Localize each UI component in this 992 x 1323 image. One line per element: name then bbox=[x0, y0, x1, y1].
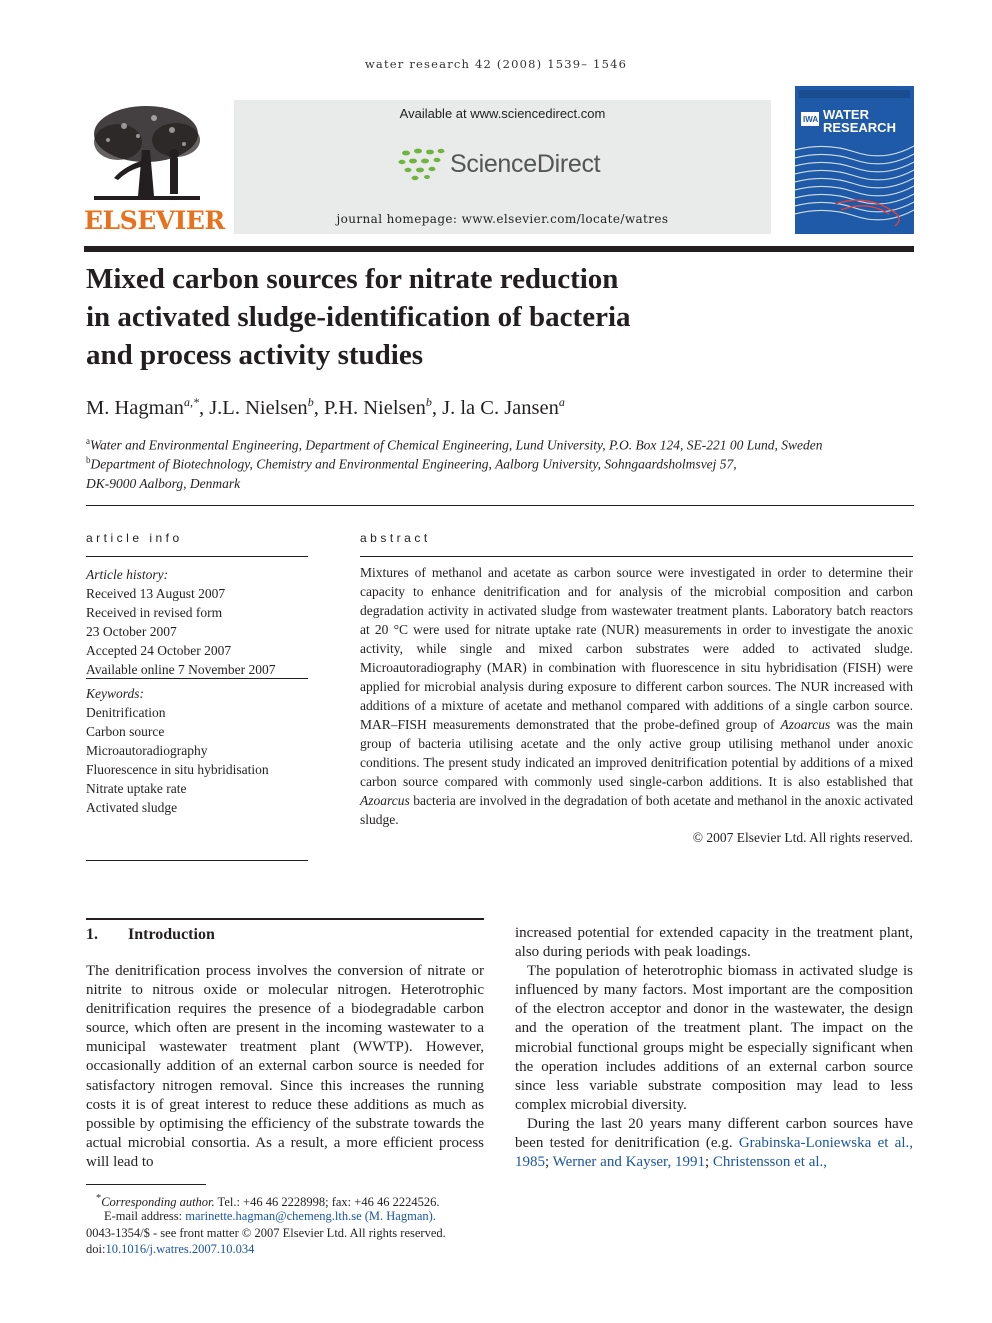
article-info-rule bbox=[86, 556, 308, 557]
running-header: water research 42 (2008) 1539– 1546 bbox=[364, 57, 628, 71]
paragraph: increased potential for extended capacity in the treatment plant, also during periods with peak loadings. bbox=[515, 925, 913, 961]
author[interactable]: M. Hagman bbox=[86, 396, 184, 419]
journal-homepage[interactable]: journal homepage: www.elsevier.com/locate/watres bbox=[336, 212, 669, 226]
doi-link[interactable]: 10.1016/j.watres.2007.10.034 bbox=[105, 1242, 255, 1256]
intro-left-column bbox=[86, 962, 484, 1172]
copyright: © 2007 Elsevier Ltd. All rights reserved. bbox=[692, 830, 913, 845]
iwa-badge: IWA bbox=[803, 115, 819, 124]
available-at-text: Available at www.sciencedirect.com bbox=[399, 106, 606, 121]
doi-line: doi:10.1016/j.watres.2007.10.034 bbox=[86, 1242, 255, 1256]
abstract-rule bbox=[360, 556, 913, 557]
citation-link[interactable]: Christensson et al., bbox=[712, 1154, 828, 1171]
corresponding-author-note: *Corresponding author. Tel.: +46 46 2228998; fax: +46 46 2224526. bbox=[96, 1193, 440, 1210]
author[interactable]: P.H. Nielsen bbox=[323, 396, 426, 419]
email-link[interactable]: marinette.hagman@chemeng.lth.se (M. Hagman). bbox=[185, 1209, 436, 1223]
citation-link[interactable]: Werner and Kayser, 1991 bbox=[552, 1154, 705, 1171]
article-history: Article history: Received 13 August 2007 Received in revised form 23 October 2007 Accepted 24 October 2007 Available online 7 November 2007 bbox=[86, 567, 276, 677]
keywords-rule bbox=[86, 860, 308, 861]
keyword: Fluorescence in situ hybridisation bbox=[86, 762, 269, 777]
keyword: Activated sludge bbox=[86, 800, 178, 815]
section-heading: 1. Introduction bbox=[86, 926, 215, 943]
citation-link[interactable]: Grabinska-Loniewska et al., 1985 bbox=[515, 1135, 913, 1171]
elsevier-logo bbox=[84, 100, 225, 235]
issn-line: 0043-1354/$ - see front matter © 2007 Elsevier Ltd. All rights reserved. bbox=[86, 1226, 446, 1240]
keyword: Denitrification bbox=[86, 705, 166, 720]
sciencedirect-banner bbox=[234, 100, 771, 234]
intro-right-column bbox=[515, 924, 913, 1172]
paragraph: The denitrification process involves the conversion of nitrate or nitrite to nitrous oxide or molecular nitrogen. Heterotrophic denitrification requires the presence of a biodegradable carbon source, which often are present in the incoming wastewater to a municipal wastewater treatment plant (WWTP). However, occasionally addition of an external carbon source is needed for satisfactory nitrogen removal. Since this increases the running costs it is of great interest to reduce these additions as much as possible by optimising the efficiency of the substrate towards the actual microbial consortia. As a result, a more efficient process will lead to bbox=[86, 963, 484, 1170]
paragraph: The population of heterotrophic biomass in activated sludge is influenced by many factors. Most important are the composition of the electron acceptor and donor in the wastewater, the design and the operation of the treatment plant. The impact on the microbial functional groups might be especially significant when the operation includes additions of an external carbon source since less variable substrate composition may lead to less complex microbial diversity. bbox=[515, 963, 913, 1113]
author[interactable]: J.L. Nielsen bbox=[209, 396, 308, 419]
email-note: E-mail address: marinette.hagman@chemeng.lth.se (M. Hagman). bbox=[104, 1209, 436, 1223]
keyword: Carbon source bbox=[86, 724, 165, 739]
keyword: Microautoradiography bbox=[86, 743, 208, 758]
article-info-heading: article info bbox=[86, 531, 183, 545]
history-rule bbox=[86, 678, 308, 679]
keyword: Nitrate uptake rate bbox=[86, 781, 187, 796]
affiliation-a: $^a$Water and Environmental Engineering, Department of Chemical Engineering, Lund University, P.O. Box 124, SE-221 00 Lund, Sweden bbox=[86, 436, 823, 453]
elsevier-tree-icon bbox=[84, 100, 210, 208]
elsevier-wordmark: ELSEVIER bbox=[84, 206, 225, 235]
intro-rule bbox=[86, 918, 484, 920]
affiliation-rule bbox=[86, 505, 914, 506]
header-rule bbox=[84, 246, 914, 252]
affiliation-b: $^b$Department of Biotechnology, Chemistry and Environmental Engineering, Aalborg University, Sohngaardsholmsvej 57, DK-9000 Aalborg, Denmark bbox=[86, 455, 737, 491]
sciencedirect-wordmark: ScienceDirect bbox=[450, 150, 601, 178]
keywords: Keywords: Denitrification Carbon source Microautoradiography Fluorescence in situ hybridisation Nitrate uptake rate Activated sludge bbox=[86, 684, 308, 817]
abstract-heading: abstract bbox=[360, 531, 431, 545]
article-title: Mixed carbon sources for nitrate reduction in activated sludge-identification of bacteria and process activity studies bbox=[86, 263, 631, 371]
author[interactable]: J. la C. Jansen bbox=[442, 396, 559, 419]
paragraph: During the last 20 years many different carbon sources have been tested for denitrification (e.g. Grabinska-Loniewska et al., 1985; Werner and Kayser, 1991; Christensson et al., bbox=[515, 1115, 913, 1171]
author-list: M. Hagman$^{a,*}$, J.L. Nielsen$^b$, P.H. Nielsen$^b$, J. la C. Jansen$^a$ bbox=[86, 395, 565, 419]
abstract-text: Mixtures of methanol and acetate as carbon source were investigated in order to determine their capacity to enhance denitrification and for analysis of the microbial composition and carbon degradation activity in activated sludge from wastewater treatment plants. Laboratory batch reactors at 20 °C were used for nitrate uptake rate (NUR) measurements in order to investigate the anoxic activity, while single and mixed carbon substrates were added to activated sludge. Microautoradiography (MAR) in combination with fluorescence in situ hybridisation (FISH) were applied for microbial analysis during exposure to different carbon sources. The NUR increased with additions of a mixture of acetate and methanol compared with additions of a single carbon source. MAR–FISH measurements demonstrated that the probe-defined group of Azoarcus was the main group of bacteria utilising acetate and the only active group utilising methanol under anoxic conditions. The present study indicated an improved denitrification potential by additions of a mixed carbon source compared with commonly used single-carbon additions. It is also established that Azoarcus bacteria are involved in the degradation of both acetate and methanol in the anoxic activated sludge. bbox=[360, 565, 913, 827]
sciencedirect-logo bbox=[398, 147, 628, 187]
sciencedirect-dots-icon bbox=[398, 147, 448, 183]
cover-title: WATER RESEARCH bbox=[823, 107, 896, 135]
footnote-rule bbox=[86, 1184, 206, 1185]
journal-cover bbox=[795, 86, 914, 234]
